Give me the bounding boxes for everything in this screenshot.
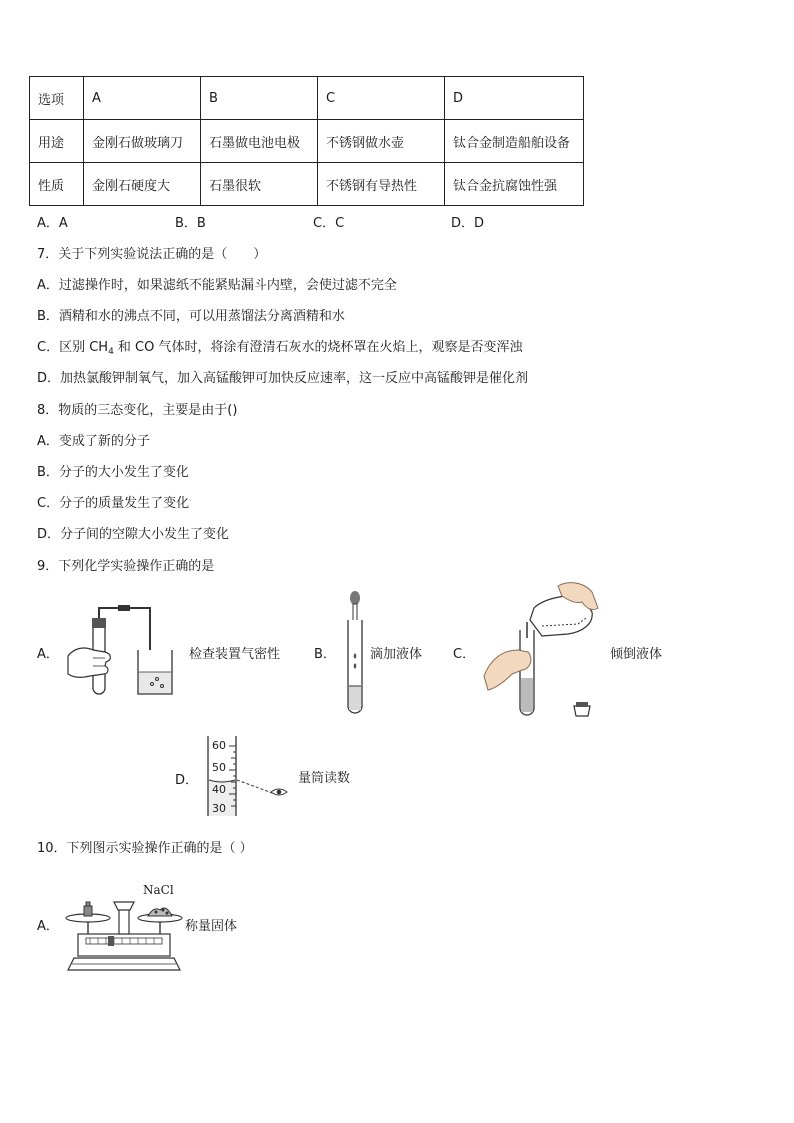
table-cell: B xyxy=(201,77,318,120)
q9-option-d-letter[interactable]: D． xyxy=(175,773,199,788)
q9-option-c-letter[interactable]: C． xyxy=(453,647,476,662)
q7-c-subscript: 4 xyxy=(108,347,114,357)
cylinder-tick-label: 50 xyxy=(212,761,226,774)
q9-option-b-letter[interactable]: B． xyxy=(314,647,336,662)
q7-option-a[interactable]: A．过滤操作时，如果滤纸不能紧贴漏斗内壁，会使过滤不完全 xyxy=(37,278,397,293)
table-cell: 金刚石硬度大 xyxy=(84,163,201,206)
q10-option-a-caption: 称量固体 xyxy=(185,919,238,934)
table-cell: A xyxy=(84,77,201,120)
pouring-liquid-illustration xyxy=(482,578,602,720)
q6-option-b[interactable]: B．B xyxy=(175,216,206,231)
table-cell: 性质 xyxy=(30,163,84,206)
q6-option-a[interactable]: A．A xyxy=(37,216,68,231)
table-cell: 不锈钢有导热性 xyxy=(318,163,445,206)
q7-option-c[interactable] xyxy=(37,336,523,357)
table-cell: 石墨很软 xyxy=(201,163,318,206)
dropper-illustration xyxy=(340,590,370,714)
nacl-label: NaCl xyxy=(143,883,174,897)
q6-option-d[interactable]: D．D xyxy=(451,216,485,231)
table-cell: 钛合金制造船舶设备 xyxy=(445,120,584,163)
table-row xyxy=(30,120,584,163)
q7-c-text-end: 和 CO 气体时，将涂有澄清石灰水的烧杯罩在火焰上，观察是否变浑浊 xyxy=(113,340,523,355)
q10-stem: 10．下列图示实验操作正确的是（ ） xyxy=(37,841,253,856)
q8-option-d[interactable]: D．分子间的空隙大小发生了变化 xyxy=(37,527,230,542)
q8-stem: 8．物质的三态变化，主要是由于() xyxy=(37,403,238,418)
q10-option-a-letter[interactable]: A． xyxy=(37,919,59,934)
table-cell: 金刚石做玻璃刀 xyxy=(84,120,201,163)
table-cell: 石墨做电池电极 xyxy=(201,120,318,163)
q9-stem: 9．下列化学实验操作正确的是 xyxy=(37,559,215,574)
table-cell: 不锈钢做水壶 xyxy=(318,120,445,163)
balance-scale-illustration xyxy=(64,896,184,974)
table-cell: 钛合金抗腐蚀性强 xyxy=(445,163,584,206)
q8-option-b[interactable]: B．分子的大小发生了变化 xyxy=(37,465,189,480)
q9-option-a-caption: 检查装置气密性 xyxy=(189,647,281,662)
table-cell: 选项 xyxy=(30,77,84,120)
q7-option-b[interactable]: B．酒精和水的沸点不同，可以用蒸馏法分离酒精和水 xyxy=(37,309,345,324)
q7-c-text-start: C．区别 CH xyxy=(37,340,109,355)
q9-option-c-caption: 倾倒液体 xyxy=(610,647,663,662)
cylinder-tick-label: 30 xyxy=(212,802,226,815)
table-row xyxy=(30,77,584,120)
table-cell: C xyxy=(318,77,445,120)
table-cell: D xyxy=(445,77,584,120)
cylinder-tick-label: 40 xyxy=(212,783,226,796)
q9-option-b-caption: 滴加液体 xyxy=(370,647,423,662)
q8-option-a[interactable]: A．变成了新的分子 xyxy=(37,434,150,449)
airtightness-check-illustration xyxy=(60,600,190,700)
q9-option-a-letter[interactable]: A． xyxy=(37,647,59,662)
q7-option-d[interactable]: D．加热氯酸钾制氧气，加入高锰酸钾可加快反应速率，这一反应中高锰酸钾是催化剂 xyxy=(37,371,529,386)
q7-stem: 7．关于下列实验说法正确的是（ ） xyxy=(37,247,267,262)
table-cell: 用途 xyxy=(30,120,84,163)
q6-table xyxy=(29,76,584,206)
q6-option-c[interactable]: C．C xyxy=(313,216,345,231)
q9-option-d-caption: 量筒读数 xyxy=(298,771,351,786)
q8-option-c[interactable]: C．分子的质量发生了变化 xyxy=(37,496,190,511)
table-row xyxy=(30,163,584,206)
cylinder-tick-label: 60 xyxy=(212,739,226,752)
